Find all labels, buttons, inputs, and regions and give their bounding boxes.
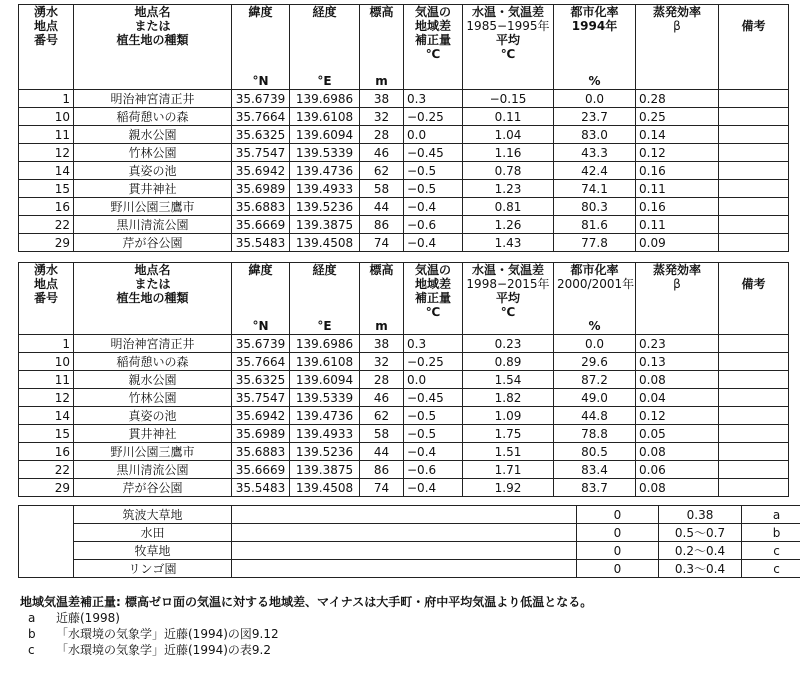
cell-vegetation-type: 筑波大草地 xyxy=(74,506,232,524)
cell-evaporation: 0.04 xyxy=(636,389,719,407)
table-row xyxy=(19,425,789,443)
cell-urbanization: 0.0 xyxy=(554,335,636,353)
table-row xyxy=(19,479,789,497)
table-row xyxy=(19,90,789,108)
cell-urbanization: 23.7 xyxy=(554,108,636,126)
cell-latitude: 35.6883 xyxy=(232,443,290,461)
cell-spring-no: 29 xyxy=(19,234,74,252)
cell-longitude: 139.5236 xyxy=(290,443,360,461)
cell-water-air-diff: 1.71 xyxy=(463,461,554,479)
cell-evaporation: 0.08 xyxy=(636,479,719,497)
note-item xyxy=(20,642,592,658)
header-latitude: 緯度 °N xyxy=(232,5,290,90)
cell-spring-no: 11 xyxy=(19,126,74,144)
cell-evaporation: 0.11 xyxy=(636,216,719,234)
cell-temp-correction: −0.4 xyxy=(404,234,463,252)
cell-vegetation-type: 牧草地 xyxy=(74,542,232,560)
cell-water-air-diff: 1.26 xyxy=(463,216,554,234)
table-row xyxy=(19,461,789,479)
cell-urbanization: 0.0 xyxy=(554,90,636,108)
cell-spring-no: 15 xyxy=(19,180,74,198)
cell-temp-correction: −0.25 xyxy=(404,108,463,126)
cell-remarks: c xyxy=(742,560,800,578)
cell-site-name: 竹林公園 xyxy=(74,389,232,407)
cell-remarks xyxy=(719,126,789,144)
cell-evaporation: 0.25 xyxy=(636,108,719,126)
cell-remarks xyxy=(719,461,789,479)
header-remarks: 備考 xyxy=(719,263,789,335)
cell-latitude: 35.7547 xyxy=(232,389,290,407)
cell-longitude: 139.4933 xyxy=(290,180,360,198)
cell-temp-correction: 0.3 xyxy=(404,90,463,108)
cell-spring-no: 22 xyxy=(19,461,74,479)
cell-altitude: 38 xyxy=(360,90,404,108)
cell-site-name: 竹林公園 xyxy=(74,144,232,162)
cell-evaporation: 0.16 xyxy=(636,162,719,180)
cell-spring-no: 16 xyxy=(19,198,74,216)
cell-urbanization: 77.8 xyxy=(554,234,636,252)
cell-remarks xyxy=(719,371,789,389)
note-key: a xyxy=(28,611,36,625)
cell-longitude: 139.3875 xyxy=(290,461,360,479)
cell-remarks xyxy=(719,198,789,216)
cell-evaporation: 0.23 xyxy=(636,335,719,353)
cell-water-air-diff: 1.23 xyxy=(463,180,554,198)
cell-latitude: 35.7547 xyxy=(232,144,290,162)
cell-remarks xyxy=(719,234,789,252)
note-text: 「水環境の気象学」近藤(1994)の図9.12 xyxy=(56,627,279,641)
table-row xyxy=(19,560,800,578)
cell-remarks xyxy=(719,216,789,234)
cell-site-name: 黒川清流公園 xyxy=(74,461,232,479)
cell-evaporation: 0.5〜0.7 xyxy=(659,524,742,542)
header-temp-correction: 気温の 地域差 補正量 ℃ xyxy=(404,263,463,335)
cell-spring-no: 10 xyxy=(19,353,74,371)
cell-site-name: 芹が谷公園 xyxy=(74,479,232,497)
spring-table-1994 xyxy=(18,4,789,252)
cell-water-air-diff: 0.11 xyxy=(463,108,554,126)
cell-temp-correction: 0.0 xyxy=(404,126,463,144)
header-site-name: 地点名 または 植生地の種類 xyxy=(74,263,232,335)
cell-water-air-diff: 1.04 xyxy=(463,126,554,144)
cell-site-name: 貫井神社 xyxy=(74,425,232,443)
cell-temp-correction: −0.5 xyxy=(404,425,463,443)
header-spring-no: 湧水 地点 番号 xyxy=(19,263,74,335)
cell-blank-wide xyxy=(232,524,577,542)
cell-evaporation: 0.2〜0.4 xyxy=(659,542,742,560)
cell-altitude: 32 xyxy=(360,108,404,126)
cell-urbanization: 74.1 xyxy=(554,180,636,198)
cell-urbanization: 78.8 xyxy=(554,425,636,443)
cell-urbanization: 42.4 xyxy=(554,162,636,180)
footnotes xyxy=(20,594,592,658)
cell-longitude: 139.4933 xyxy=(290,425,360,443)
cell-latitude: 35.6669 xyxy=(232,461,290,479)
cell-altitude: 46 xyxy=(360,144,404,162)
cell-longitude: 139.6986 xyxy=(290,335,360,353)
cell-evaporation: 0.28 xyxy=(636,90,719,108)
table-row xyxy=(19,180,789,198)
header-altitude: 標高 m xyxy=(360,5,404,90)
cell-evaporation: 0.12 xyxy=(636,407,719,425)
cell-temp-correction: −0.4 xyxy=(404,443,463,461)
cell-temp-correction: −0.5 xyxy=(404,162,463,180)
cell-remarks xyxy=(719,108,789,126)
cell-remarks: c xyxy=(742,542,800,560)
cell-longitude: 139.6094 xyxy=(290,126,360,144)
table-row xyxy=(19,389,789,407)
cell-longitude: 139.3875 xyxy=(290,216,360,234)
cell-temp-correction: −0.4 xyxy=(404,479,463,497)
cell-longitude: 139.4736 xyxy=(290,407,360,425)
cell-remarks: b xyxy=(742,524,800,542)
table-row xyxy=(19,126,789,144)
cell-site-name: 稲荷憩いの森 xyxy=(74,108,232,126)
cell-water-air-diff: 1.92 xyxy=(463,479,554,497)
cell-urbanization: 44.8 xyxy=(554,407,636,425)
cell-evaporation: 0.11 xyxy=(636,180,719,198)
cell-latitude: 35.6669 xyxy=(232,216,290,234)
table-row xyxy=(19,443,789,461)
cell-longitude: 139.4508 xyxy=(290,234,360,252)
cell-longitude: 139.6108 xyxy=(290,108,360,126)
cell-remarks xyxy=(719,407,789,425)
cell-evaporation: 0.3〜0.4 xyxy=(659,560,742,578)
cell-spring-no: 12 xyxy=(19,389,74,407)
cell-evaporation: 0.08 xyxy=(636,443,719,461)
header-altitude: 標高 m xyxy=(360,263,404,335)
cell-spring-no: 29 xyxy=(19,479,74,497)
cell-site-name: 黒川清流公園 xyxy=(74,216,232,234)
cell-urbanization: 83.0 xyxy=(554,126,636,144)
cell-urbanization: 87.2 xyxy=(554,371,636,389)
cell-water-air-diff: 0.89 xyxy=(463,353,554,371)
cell-altitude: 62 xyxy=(360,162,404,180)
cell-remarks xyxy=(719,162,789,180)
cell-water-air-diff: 1.51 xyxy=(463,443,554,461)
cell-latitude: 35.6989 xyxy=(232,180,290,198)
cell-vegetation-type: リンゴ園 xyxy=(74,560,232,578)
cell-remarks xyxy=(719,180,789,198)
cell-latitude: 35.5483 xyxy=(232,479,290,497)
note-item xyxy=(20,626,592,642)
cell-longitude: 139.5339 xyxy=(290,144,360,162)
spring-table-2015 xyxy=(18,262,789,497)
cell-water-air-diff: 0.81 xyxy=(463,198,554,216)
header-longitude: 経度 °E xyxy=(290,5,360,90)
cell-altitude: 38 xyxy=(360,335,404,353)
table-row xyxy=(19,216,789,234)
cell-spring-no: 11 xyxy=(19,371,74,389)
header-longitude: 経度 °E xyxy=(290,263,360,335)
table-row xyxy=(19,506,800,524)
cell-urbanization: 0 xyxy=(577,524,659,542)
cell-evaporation: 0.06 xyxy=(636,461,719,479)
cell-altitude: 86 xyxy=(360,461,404,479)
cell-spring-no: 16 xyxy=(19,443,74,461)
table-row xyxy=(19,542,800,560)
cell-temp-correction: −0.45 xyxy=(404,144,463,162)
header-site-name: 地点名 または 植生地の種類 xyxy=(74,5,232,90)
cell-urbanization: 43.3 xyxy=(554,144,636,162)
cell-latitude: 35.6989 xyxy=(232,425,290,443)
table-row xyxy=(19,371,789,389)
cell-urbanization: 80.5 xyxy=(554,443,636,461)
table-row xyxy=(19,524,800,542)
cell-evaporation: 0.13 xyxy=(636,353,719,371)
cell-remarks xyxy=(719,353,789,371)
cell-altitude: 44 xyxy=(360,443,404,461)
header-temp-correction: 気温の 地域差 補正量 ℃ xyxy=(404,5,463,90)
header-evaporation: 蒸発効率 β xyxy=(636,263,719,335)
cell-longitude: 139.4736 xyxy=(290,162,360,180)
cell-evaporation: 0.12 xyxy=(636,144,719,162)
cell-evaporation: 0.05 xyxy=(636,425,719,443)
cell-urbanization: 49.0 xyxy=(554,389,636,407)
cell-latitude: 35.6883 xyxy=(232,198,290,216)
cell-temp-correction: −0.6 xyxy=(404,461,463,479)
cell-altitude: 58 xyxy=(360,425,404,443)
cell-spring-no: 12 xyxy=(19,144,74,162)
cell-longitude: 139.5339 xyxy=(290,389,360,407)
cell-latitude: 35.6739 xyxy=(232,335,290,353)
cell-altitude: 28 xyxy=(360,371,404,389)
cell-site-name: 親水公園 xyxy=(74,371,232,389)
cell-remarks xyxy=(719,90,789,108)
header-remarks: 備考 xyxy=(719,5,789,90)
header-urbanization: 都市化率 2000/2001年 % xyxy=(554,263,636,335)
cell-urbanization: 29.6 xyxy=(554,353,636,371)
cell-altitude: 86 xyxy=(360,216,404,234)
cell-urbanization: 83.7 xyxy=(554,479,636,497)
header-spring-no: 湧水 地点 番号 xyxy=(19,5,74,90)
cell-remarks xyxy=(719,389,789,407)
cell-temp-correction: −0.5 xyxy=(404,407,463,425)
cell-site-name: 野川公園三鷹市 xyxy=(74,443,232,461)
cell-latitude: 35.7664 xyxy=(232,353,290,371)
cell-blank-wide xyxy=(232,506,577,524)
cell-urbanization: 83.4 xyxy=(554,461,636,479)
cell-temp-correction: 0.3 xyxy=(404,335,463,353)
cell-latitude: 35.6325 xyxy=(232,126,290,144)
cell-temp-correction: −0.4 xyxy=(404,198,463,216)
cell-longitude: 139.6094 xyxy=(290,371,360,389)
cell-site-name: 明治神宮清正井 xyxy=(74,335,232,353)
table-header-row xyxy=(19,5,789,90)
table-row xyxy=(19,407,789,425)
cell-spring-no: 14 xyxy=(19,162,74,180)
cell-spring-no: 10 xyxy=(19,108,74,126)
cell-altitude: 28 xyxy=(360,126,404,144)
cell-urbanization: 0 xyxy=(577,542,659,560)
cell-blank-wide xyxy=(232,542,577,560)
cell-latitude: 35.6325 xyxy=(232,371,290,389)
cell-remarks xyxy=(719,479,789,497)
note-text: 「水環境の気象学」近藤(1994)の表9.2 xyxy=(56,643,271,657)
header-latitude: 緯度 °N xyxy=(232,263,290,335)
table-row xyxy=(19,353,789,371)
cell-altitude: 74 xyxy=(360,234,404,252)
cell-site-name: 真姿の池 xyxy=(74,407,232,425)
cell-latitude: 35.6739 xyxy=(232,90,290,108)
cell-temp-correction: −0.6 xyxy=(404,216,463,234)
table-row xyxy=(19,335,789,353)
cell-spring-no: 1 xyxy=(19,335,74,353)
table-row xyxy=(19,234,789,252)
cell-evaporation: 0.14 xyxy=(636,126,719,144)
cell-temp-correction: −0.5 xyxy=(404,180,463,198)
cell-remarks xyxy=(719,144,789,162)
cell-site-name: 真姿の池 xyxy=(74,162,232,180)
cell-vegetation-type: 水田 xyxy=(74,524,232,542)
cell-spring-no: 1 xyxy=(19,90,74,108)
cell-evaporation: 0.08 xyxy=(636,371,719,389)
cell-longitude: 139.4508 xyxy=(290,479,360,497)
cell-longitude: 139.5236 xyxy=(290,198,360,216)
cell-longitude: 139.6108 xyxy=(290,353,360,371)
cell-water-air-diff: 1.16 xyxy=(463,144,554,162)
header-urbanization: 都市化率 1994年 % xyxy=(554,5,636,90)
cell-altitude: 44 xyxy=(360,198,404,216)
cell-water-air-diff: 0.78 xyxy=(463,162,554,180)
table-row xyxy=(19,198,789,216)
table-row xyxy=(19,108,789,126)
cell-urbanization: 81.6 xyxy=(554,216,636,234)
cell-altitude: 32 xyxy=(360,353,404,371)
header-water-air-diff: 水温・気温差 1985−1995年 平均 ℃ xyxy=(463,5,554,90)
cell-latitude: 35.6942 xyxy=(232,407,290,425)
cell-evaporation: 0.38 xyxy=(659,506,742,524)
note-correction-definition: 地域気温差補正量: 標高ゼロ面の気温に対する地域差、マイナスは大手町・府中平均気温より低温となる。 xyxy=(20,595,593,609)
cell-temp-correction: −0.45 xyxy=(404,389,463,407)
cell-spring-no: 14 xyxy=(19,407,74,425)
cell-spring-no: 15 xyxy=(19,425,74,443)
note-key: b xyxy=(28,627,36,641)
cell-remarks xyxy=(719,443,789,461)
cell-latitude: 35.7664 xyxy=(232,108,290,126)
note-item xyxy=(20,610,592,626)
cell-water-air-diff: 1.09 xyxy=(463,407,554,425)
cell-site-name: 野川公園三鷹市 xyxy=(74,198,232,216)
cell-water-air-diff: 1.75 xyxy=(463,425,554,443)
cell-water-air-diff: 1.54 xyxy=(463,371,554,389)
cell-water-air-diff: −0.15 xyxy=(463,90,554,108)
cell-evaporation: 0.16 xyxy=(636,198,719,216)
cell-temp-correction: 0.0 xyxy=(404,371,463,389)
cell-latitude: 35.6942 xyxy=(232,162,290,180)
cell-temp-correction: −0.25 xyxy=(404,353,463,371)
cell-evaporation: 0.09 xyxy=(636,234,719,252)
cell-altitude: 46 xyxy=(360,389,404,407)
cell-water-air-diff: 0.23 xyxy=(463,335,554,353)
cell-site-name: 親水公園 xyxy=(74,126,232,144)
cell-site-name: 稲荷憩いの森 xyxy=(74,353,232,371)
cell-remarks xyxy=(719,335,789,353)
note-text: 近藤(1998) xyxy=(56,611,120,625)
cell-remarks: a xyxy=(742,506,800,524)
cell-spring-no: 22 xyxy=(19,216,74,234)
cell-altitude: 58 xyxy=(360,180,404,198)
cell-site-name: 芹が谷公園 xyxy=(74,234,232,252)
table-header-row xyxy=(19,263,789,335)
cell-water-air-diff: 1.82 xyxy=(463,389,554,407)
cell-urbanization: 0 xyxy=(577,560,659,578)
cell-water-air-diff: 1.43 xyxy=(463,234,554,252)
table-row xyxy=(19,162,789,180)
cell-altitude: 62 xyxy=(360,407,404,425)
note-key: c xyxy=(28,643,35,657)
header-evaporation: 蒸発効率 β xyxy=(636,5,719,90)
cell-site-name: 明治神宮清正井 xyxy=(74,90,232,108)
cell-blank-wide xyxy=(232,560,577,578)
cell-site-name: 貫井神社 xyxy=(74,180,232,198)
vegetation-table xyxy=(18,505,800,578)
cell-latitude: 35.5483 xyxy=(232,234,290,252)
cell-urbanization: 0 xyxy=(577,506,659,524)
cell-altitude: 74 xyxy=(360,479,404,497)
table-row xyxy=(19,144,789,162)
header-water-air-diff: 水温・気温差 1998−2015年 平均 ℃ xyxy=(463,263,554,335)
cell-urbanization: 80.3 xyxy=(554,198,636,216)
cell-blank xyxy=(19,506,74,578)
cell-remarks xyxy=(719,425,789,443)
cell-longitude: 139.6986 xyxy=(290,90,360,108)
